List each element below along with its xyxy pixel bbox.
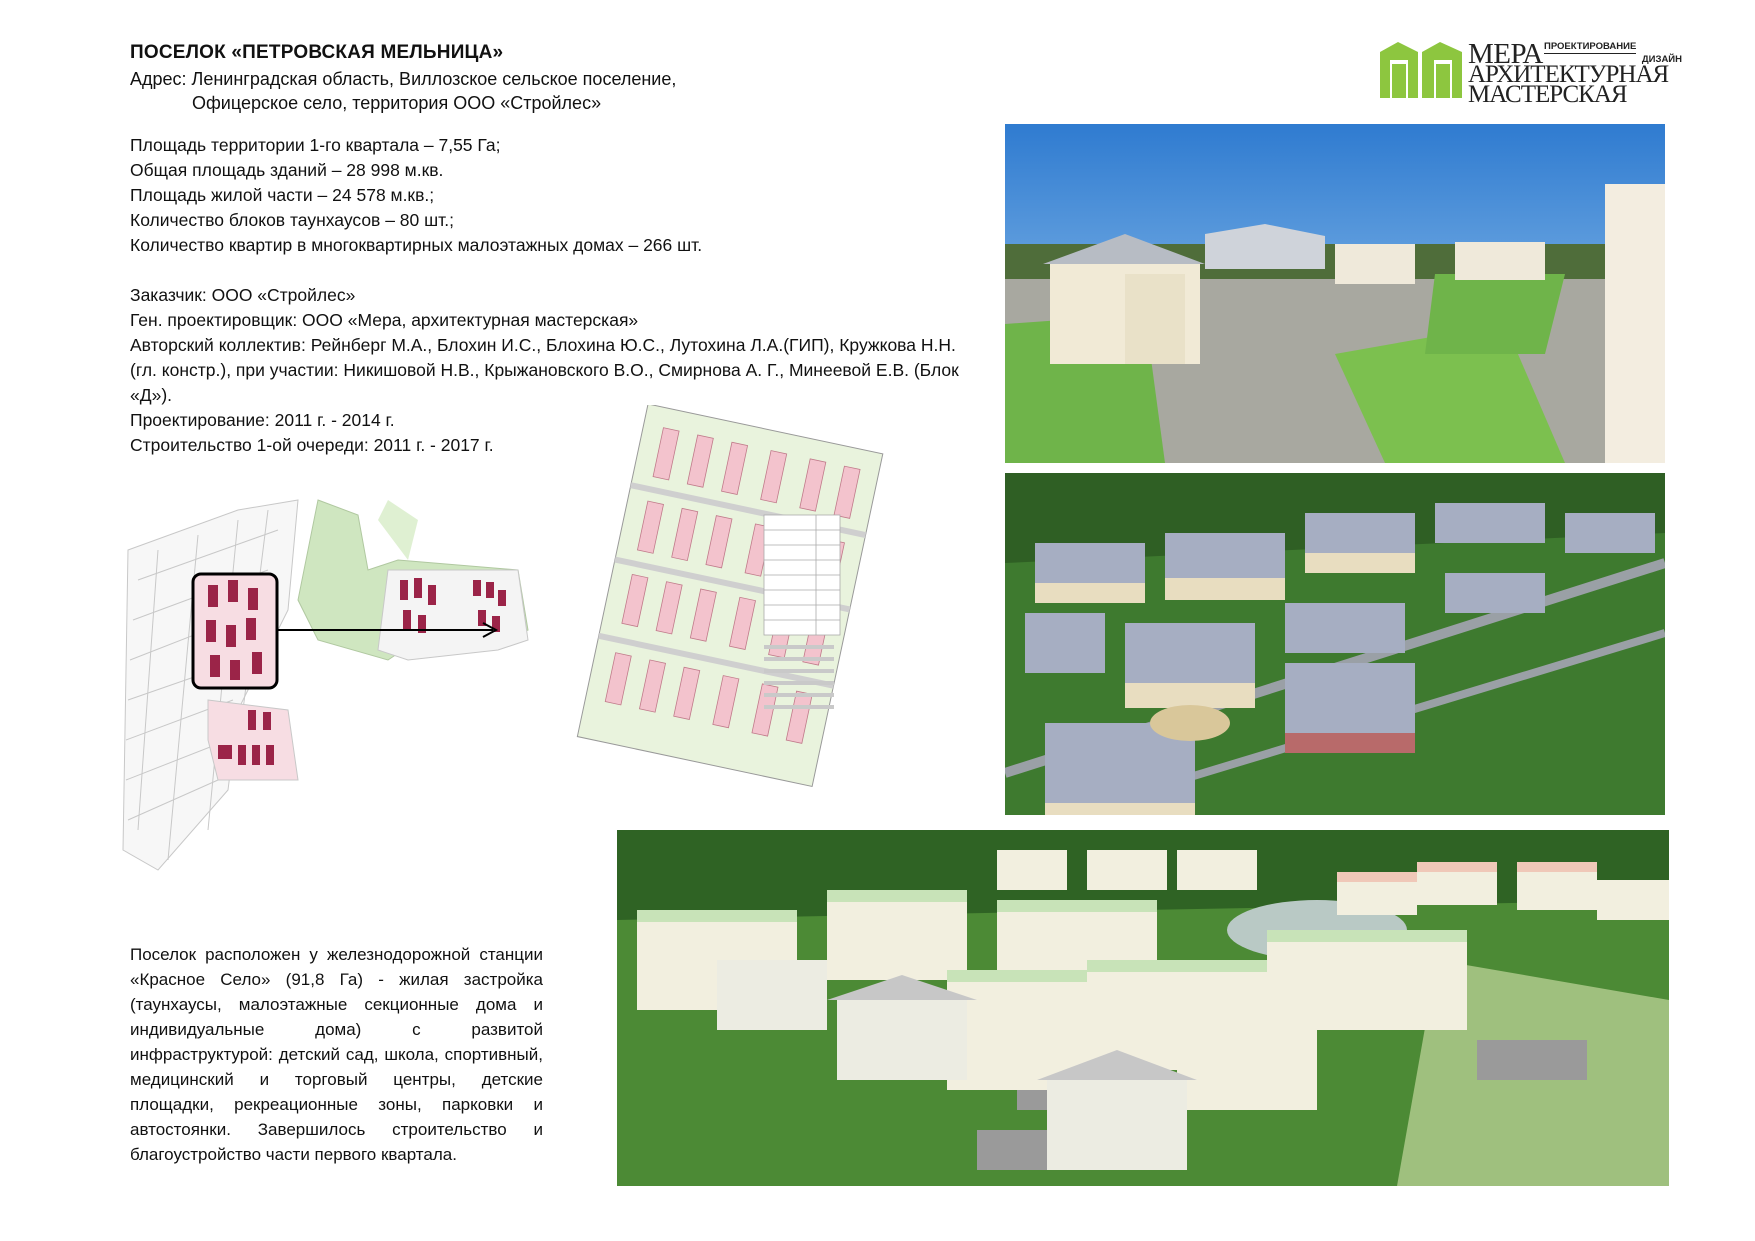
photo-built-townhouses <box>1005 124 1665 463</box>
company-logo <box>1378 38 1688 106</box>
logo-line-architectural: АРХИТЕКТУРНАЯ <box>1468 61 1669 88</box>
master-plan-drawing <box>118 490 558 890</box>
credit-authors: Авторский коллектив: Рейнберг М.А., Блохин И.С., Блохина Ю.С., Лутохина Л.А.(ГИП), Кружкова Н.Н. (гл. констр.), при участии: Никишовой Н.В., Крыжановского В.О., Смирнова А. Г., Минеевой Е.В. (Блок «Д»). <box>130 335 959 405</box>
logo-line-workshop: МАСТЕРСКАЯ <box>1468 81 1627 108</box>
quarter-plan-drawing <box>568 405 958 800</box>
stat-apartments: Количество квартир в многоквартирных малоэтажных домах – 266 шт. <box>130 235 703 255</box>
stat-territory-area: Площадь территории 1-го квартала – 7,55 Га; <box>130 135 501 155</box>
page-title: ПОСЕЛОК «ПЕТРОВСКАЯ МЕЛЬНИЦА» <box>130 42 504 63</box>
project-stats <box>130 133 702 258</box>
credit-general-designer: Ген. проектировщик: ООО «Мера, архитектурная мастерская» <box>130 310 639 330</box>
credit-design-years: Проектирование: 2011 г. - 2014 г. <box>130 410 395 430</box>
stat-total-area: Общая площадь зданий – 28 998 м.кв. <box>130 160 444 180</box>
logo-name: МЕРА <box>1468 38 1543 70</box>
address-line-2: Офицерское село, территория ООО «Стройлес» <box>192 93 602 113</box>
credit-customer: Заказчик: ООО «Стройлес» <box>130 285 356 305</box>
stat-townhouse-blocks: Количество блоков таунхаусов – 80 шт.; <box>130 210 454 230</box>
logo-tag-dizain: ДИЗАЙН <box>1641 54 1682 65</box>
photo-aerial-render <box>1005 473 1665 815</box>
photo-render-perspective <box>617 830 1669 1186</box>
logo-tag-design: ПРОЕКТИРОВАНИЕ <box>1544 41 1637 52</box>
logo-mark-icon <box>1378 38 1464 100</box>
stat-living-area: Площадь жилой части – 24 578 м.кв.; <box>130 185 435 205</box>
credit-construction-years: Строительство 1-ой очереди: 2011 г. - 2017 г. <box>130 435 494 455</box>
project-description: Поселок расположен у железнодорожной станции «Красное Село» (91,8 Га) - жилая застройка (таунхаусы, малоэтажные секционные дома и индивидуальные дома) с развитой инфраструктурой: детский сад, школа, спортивный, медицинский и торговый центры, детские площадки, рекреационные зоны, парковки и автостоянки. Завершилось строительство и благоустройство части первого квартала. <box>130 945 543 1164</box>
address-line-1: Адрес: Ленинградская область, Виллозское сельское поселение, <box>130 69 677 89</box>
